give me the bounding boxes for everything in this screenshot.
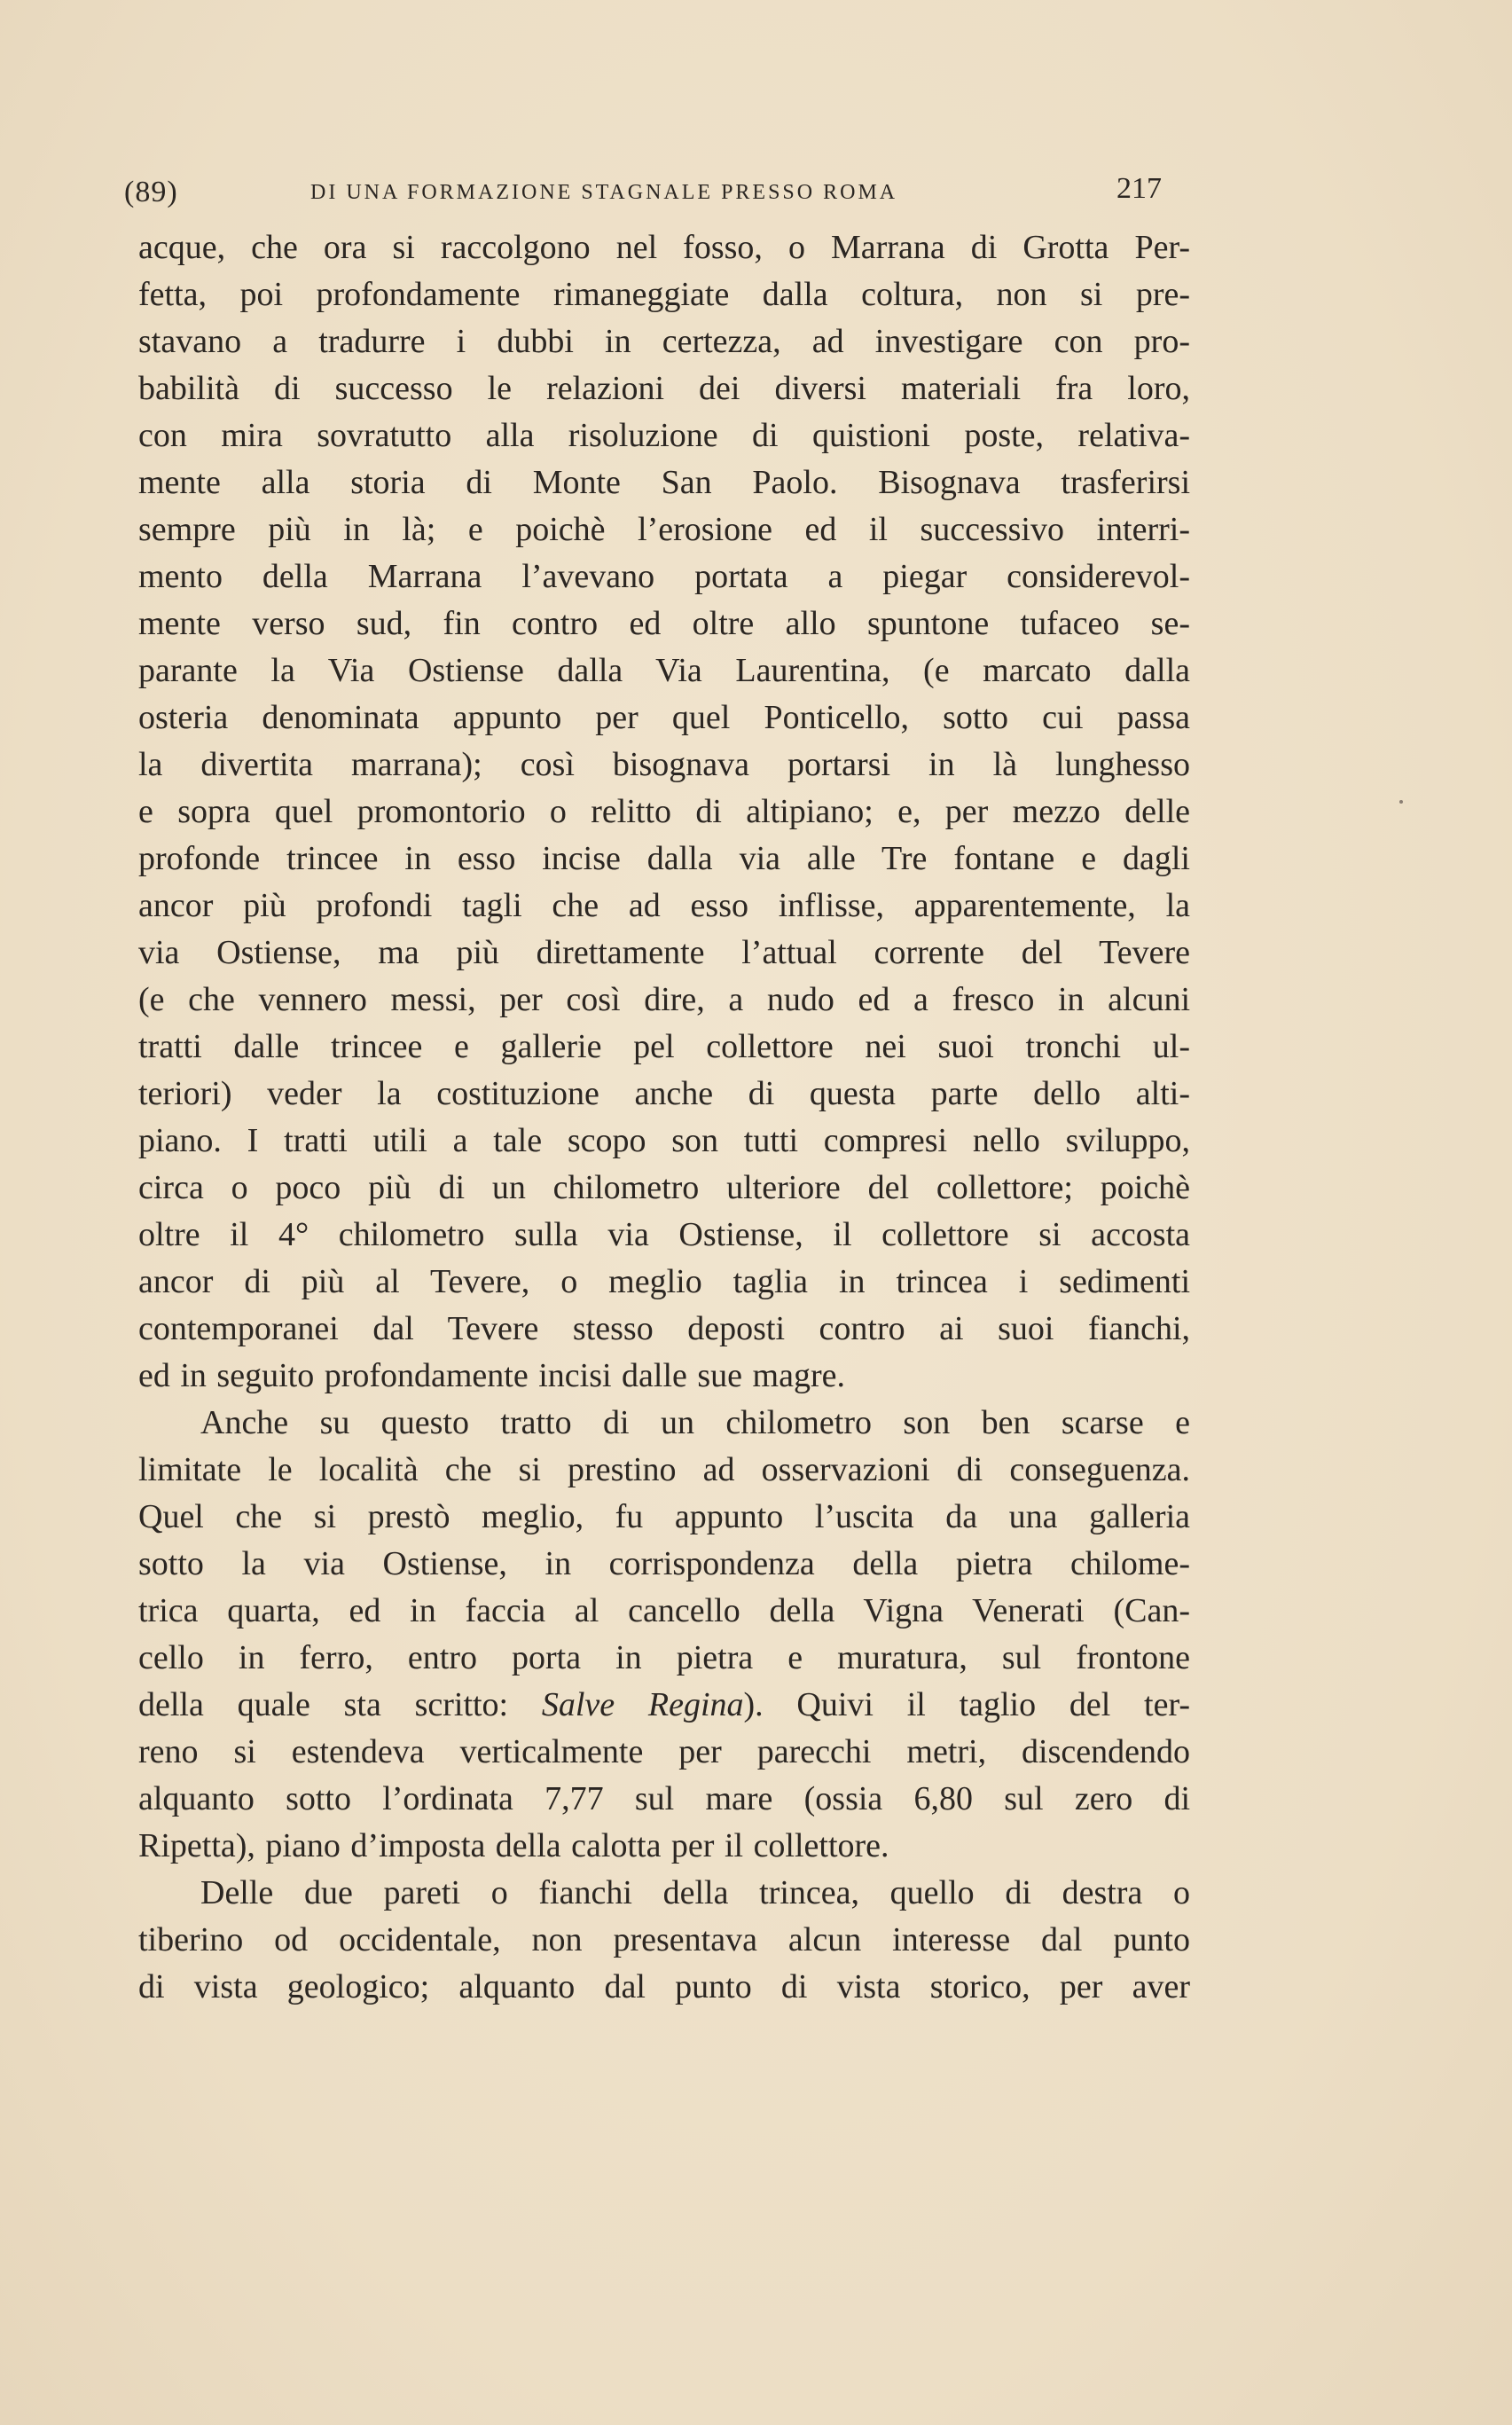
italic-inscription: Salve Regina xyxy=(541,1686,744,1723)
text-line: limitate le località che si prestino ad osservazioni di conseguenza. xyxy=(138,1451,1190,1488)
text-line: ancor di più al Tevere, o meglio taglia in trincea i sedimenti xyxy=(138,1263,1190,1300)
text-line: con mira sovratutto alla risoluzione di quistioni poste, relativa- xyxy=(138,417,1190,454)
text-line: parante la Via Ostiense dalla Via Laurentina, (e marcato dalla xyxy=(138,652,1190,689)
text-line: babilità di successo le relazioni dei diversi materiali fra loro, xyxy=(138,370,1190,407)
text-fragment: ). Quivi il taglio del ter- xyxy=(743,1686,1190,1723)
text-line: ed in seguito profondamente incisi dalle sue magre. xyxy=(138,1357,845,1394)
text-line: fetta, poi profondamente rimaneggiate dalla coltura, non si pre- xyxy=(138,276,1190,313)
text-line: Quel che si prestò meglio, fu appunto l’uscita da una galleria xyxy=(138,1498,1190,1535)
text-line: Delle due pareti o fianchi della trincea, quello di destra o xyxy=(200,1874,1190,1911)
text-line: reno si estendeva verticalmente per parecchi metri, discendendo xyxy=(138,1733,1190,1770)
text-line: piano. I tratti utili a tale scopo son tutti compresi nello sviluppo, xyxy=(138,1122,1190,1159)
text-line: tratti dalle trincee e gallerie pel collettore nei suoi tronchi ul- xyxy=(138,1028,1190,1065)
text-line: alquanto sotto l’ordinata 7,77 sul mare (ossia 6,80 sul zero di xyxy=(138,1780,1190,1817)
text-line: acque, che ora si raccolgono nel fosso, o Marrana di Grotta Per- xyxy=(138,229,1190,266)
text-fragment: della quale sta scritto: xyxy=(138,1686,542,1723)
text-line-with-italic xyxy=(138,1682,1190,1729)
section-number: (89) xyxy=(124,176,178,208)
text-line: mente alla storia di Monte San Paolo. Bisognava trasferirsi xyxy=(138,464,1190,501)
text-line: di vista geologico; alquanto dal punto di vista storico, per aver xyxy=(138,1968,1190,2005)
text-line: ancor più profondi tagli che ad esso inflisse, apparentemente, la xyxy=(138,887,1190,924)
text-line: sotto la via Ostiense, in corrispondenza della pietra chilome- xyxy=(138,1545,1190,1582)
text-line: (e che vennero messi, per così dire, a nudo ed a fresco in alcuni xyxy=(138,981,1190,1018)
text-line: Anche su questo tratto di un chilometro son ben scarse e xyxy=(200,1404,1190,1441)
body-text xyxy=(138,224,1190,2011)
text-line: trica quarta, ed in faccia al cancello della Vigna Venerati (Can- xyxy=(138,1592,1190,1629)
page-number: 217 xyxy=(1116,172,1162,205)
text-line: profonde trincee in esso incise dalla via alle Tre fontane e dagli xyxy=(138,840,1190,877)
text-line: mente verso sud, fin contro ed oltre allo spuntone tufaceo se- xyxy=(138,605,1190,642)
text-line: via Ostiense, ma più direttamente l’attual corrente del Tevere xyxy=(138,934,1190,971)
text-line: circa o poco più di un chilometro ulteriore del collettore; poichè xyxy=(138,1169,1190,1206)
text-line: Ripetta), piano d’imposta della calotta per il collettore. xyxy=(138,1827,889,1864)
running-title: DI UNA FORMAZIONE STAGNALE PRESSO ROMA xyxy=(310,181,898,204)
paper-speck xyxy=(1399,800,1403,804)
text-line: stavano a tradurre i dubbi in certezza, ad investigare con pro- xyxy=(138,323,1190,360)
text-line: sempre più in là; e poichè l’erosione ed il successivo interri- xyxy=(138,511,1190,548)
text-line: la divertita marrana); così bisognava portarsi in là lunghesso xyxy=(138,746,1190,783)
text-line: osteria denominata appunto per quel Ponticello, sotto cui passa xyxy=(138,699,1190,736)
text-line: contemporanei dal Tevere stesso deposti contro ai suoi fianchi, xyxy=(138,1310,1190,1347)
running-header xyxy=(124,172,1162,220)
text-line: oltre il 4° chilometro sulla via Ostiense, il collettore si accosta xyxy=(138,1216,1190,1253)
text-line: tiberino od occidentale, non presentava alcun interesse dal punto xyxy=(138,1921,1190,1958)
text-line: cello in ferro, entro porta in pietra e muratura, sul frontone xyxy=(138,1639,1190,1676)
text-line: teriori) veder la costituzione anche di questa parte dello alti- xyxy=(138,1075,1190,1112)
text-line: e sopra quel promontorio o relitto di altipiano; e, per mezzo delle xyxy=(138,793,1190,830)
text-line: mento della Marrana l’avevano portata a piegar considerevol- xyxy=(138,558,1190,595)
